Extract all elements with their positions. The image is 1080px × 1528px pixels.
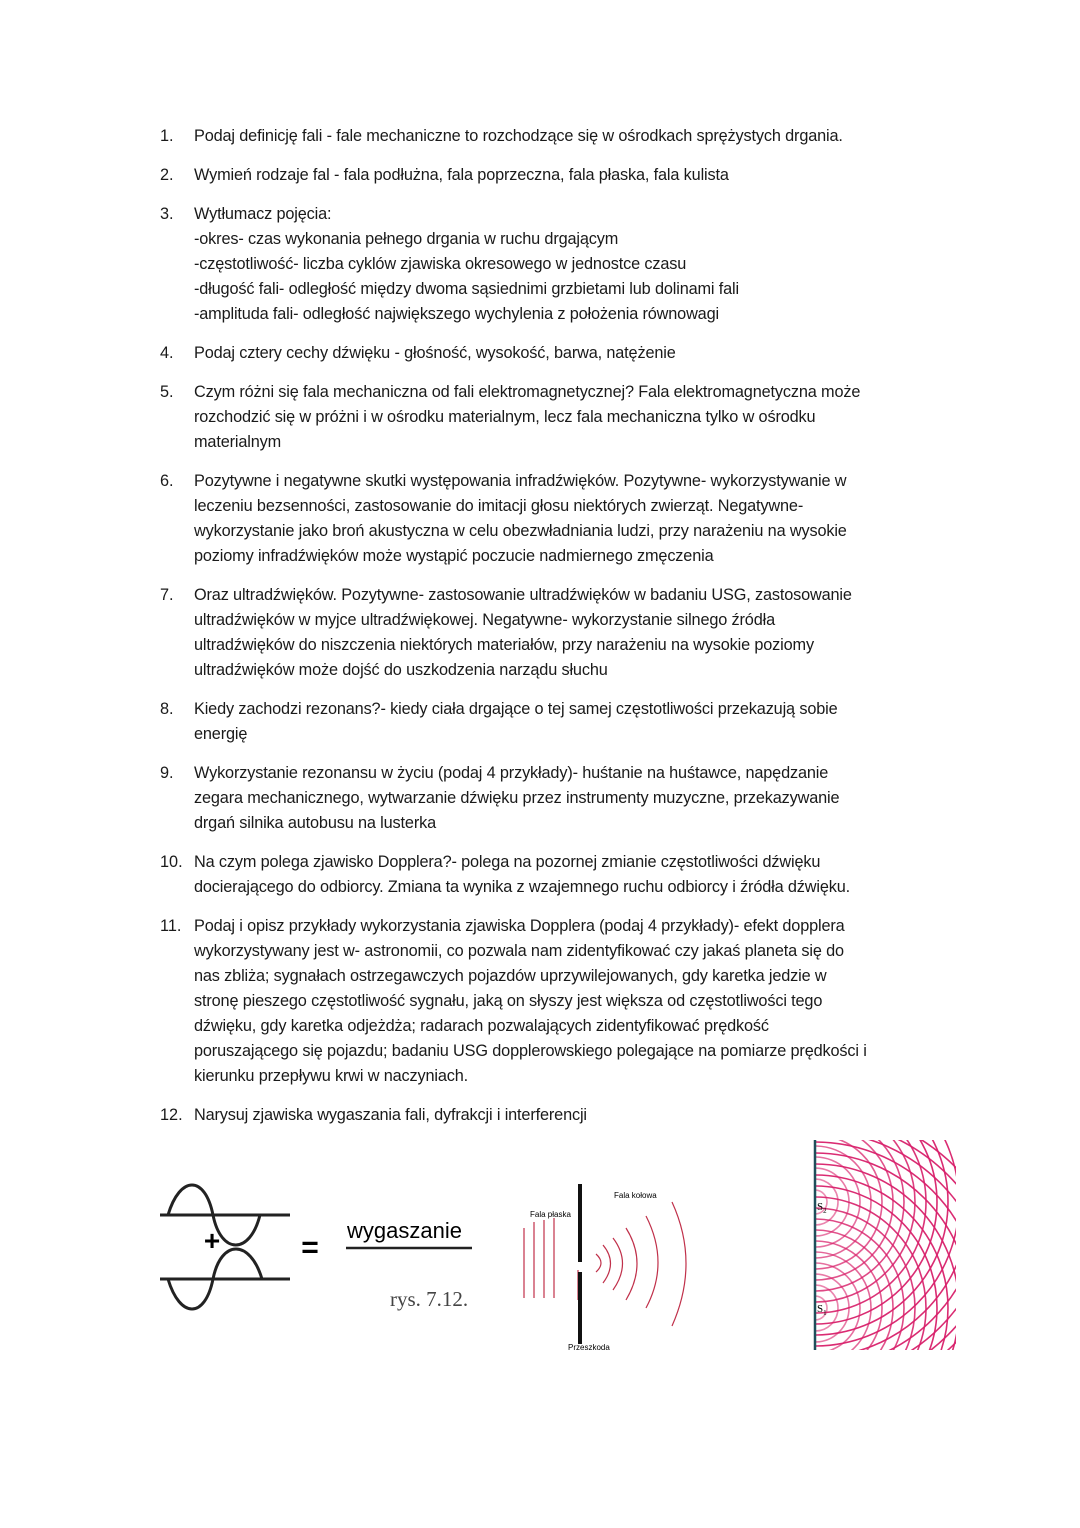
item-text-line: Narysuj zjawiska wygaszania fali, dyfrakcji i interferencji (194, 1106, 587, 1124)
item-text-line: wykorzystywany jest w- astronomii, co pozwala nam zidentyfikować czy jakaś planeta się do (194, 942, 844, 960)
item-number: 9. (160, 764, 174, 782)
item-text-line: Podaj cztery cechy dźwięku - głośność, wysokość, barwa, natężenie (194, 344, 676, 362)
item-text-line: nas zbliża; sygnałach ostrzegawczych pojazdów uprzywilejowanych, gdy karetka jedzie w (194, 967, 827, 985)
plane-wave-label: Fala płaska (530, 1210, 571, 1219)
item-number: 4. (160, 344, 174, 362)
item-text-line: Kiedy zachodzi rezonans?- kiedy ciała drgające o tej samej częstotliwości przekazują sobie (194, 700, 838, 718)
item-text-line: docierającego do odbiorcy. Zmiana ta wynika z wzajemnego ruchu odbiorcy i źródła dźwięku. (194, 878, 851, 896)
item-text-line: Na czym polega zjawisko Dopplera?- polega na pozornej zmianie częstotliwości dźwięku (194, 853, 821, 871)
list-item (160, 163, 960, 188)
figure-caption: rys. 7.12. (390, 1287, 469, 1311)
list-item (160, 124, 960, 149)
item-text-line: wykorzystanie jako broń akustyczna w celu obezwładniania ludzi, przy narażeniu na wysokie (194, 522, 847, 540)
item-text-line: -długość fali- odległość między dwoma sąsiednimi grzbietami lub dolinami fali (194, 280, 739, 298)
item-number: 10. (160, 853, 183, 871)
item-number: 3. (160, 205, 174, 223)
item-text-line: ultradźwięków w myjce ultradźwiękowej. Negatywne- wykorzystanie silnego źródła (194, 611, 775, 629)
obstacle-label: Przeszkoda (568, 1343, 610, 1352)
item-text-line: Czym różni się fala mechaniczna od fali elektromagnetycznej? Fala elektromagnetyczna może (194, 383, 861, 401)
item-text-line: rozchodzić się w próżni i w ośrodku materialnym, lecz fala mechaniczna tylko w ośrodku (194, 408, 816, 426)
list-item (160, 380, 960, 455)
circular-wave-label: Fala kołowa (614, 1191, 657, 1200)
list-item (160, 914, 960, 1089)
question-list (160, 124, 960, 1142)
item-text-line: -okres- czas wykonania pełnego drgania w ruchu drgającym (194, 230, 619, 248)
plus-sign: + (203, 1225, 221, 1256)
item-text-line: energię (194, 725, 248, 743)
list-item (160, 1103, 960, 1128)
list-item (160, 469, 960, 569)
source-s1-label: $S_1$ (817, 1303, 827, 1317)
item-text-line: ultradźwięków do niszczenia niektórych materiałów, przy narażeniu na wysokie poziomy (194, 636, 814, 654)
item-text-line: poziomy infradźwięków może wystąpić poczucie nadmiernego zmęczenia (194, 547, 714, 565)
equals-sign: = (301, 1231, 319, 1264)
item-number: 1. (160, 127, 174, 145)
item-number: 7. (160, 586, 174, 604)
item-text-line: Oraz ultradźwięków. Pozytywne- zastosowanie ultradźwięków w badaniu USG, zastosowanie (194, 586, 852, 604)
item-text-line: Wymień rodzaje fal - fala podłużna, fala poprzeczna, fala płaska, fala kulista (194, 166, 729, 184)
item-text-line: dźwięku, gdy karetka odjeżdża; radarach pozwalających zidentyfikować prędkość (194, 1017, 769, 1035)
diffraction-figure (510, 1180, 730, 1355)
item-text-line: Pozytywne i negatywne skutki występowania infradźwięków. Pozytywne- wykorzystywanie w (194, 472, 847, 490)
item-text-line: Wykorzystanie rezonansu w życiu (podaj 4 przykłady)- huśtanie na huśtawce, napędzanie (194, 764, 829, 782)
item-text-line: leczeniu bezsenności, zastosowanie do imitacji głosu niektórych zwierząt. Negatywne- (194, 497, 804, 515)
item-text-line: zegara mechanicznego, wytwarzanie dźwięku przez instrumenty muzyczne, przekazywanie (194, 789, 840, 807)
item-text-line: kierunku przepływu krwi w naczyniach. (194, 1067, 469, 1085)
item-number: 8. (160, 700, 174, 718)
wavefront-ring (810, 1140, 956, 1350)
list-item (160, 761, 960, 836)
item-text-line: -amplituda fali- odległość największego wychylenia z położenia równowagi (194, 305, 719, 323)
item-number: 2. (160, 166, 174, 184)
item-number: 5. (160, 383, 174, 401)
list-item (160, 697, 960, 747)
list-item (160, 583, 960, 683)
cancellation-label: wygaszanie (347, 1218, 462, 1243)
item-text-line: Podaj definicję fali - fale mechaniczne to rozchodzące się w ośrodkach sprężystych drgania. (194, 127, 843, 145)
item-text-line: ultradźwięków może dojść do uszkodzenia narządu słuchu (194, 661, 608, 679)
item-number: 6. (160, 472, 174, 490)
item-number: 11. (160, 917, 182, 935)
item-text-line: materialnym (194, 433, 282, 451)
list-item (160, 202, 960, 327)
item-text-line: stronę pieszego częstotliwość sygnału, jaką on słyszy jest większa od częstotliwości tego (194, 992, 823, 1010)
item-text-line: Podaj i opisz przykłady wykorzystania zjawiska Dopplera (podaj 4 przykłady)- efekt dopplera (194, 917, 845, 935)
list-item (160, 341, 960, 366)
item-text-line: drgań silnika autobusu na lusterka (194, 814, 436, 832)
item-text-line: Wytłumacz pojęcia: (194, 205, 332, 223)
item-number: 12. (160, 1106, 183, 1124)
interference-figure (810, 1140, 956, 1350)
source-s2-label: $S_2$ (817, 1201, 827, 1215)
list-item (160, 850, 960, 900)
cancellation-figure (150, 1175, 490, 1315)
item-text-line: poruszającego się pojazdu; badaniu USG dopplerowskiego polegające na pomiarze prędkości i (194, 1042, 867, 1060)
item-text-line: -częstotliwość- liczba cyklów zjawiska okresowego w jednostce czasu (194, 255, 687, 273)
